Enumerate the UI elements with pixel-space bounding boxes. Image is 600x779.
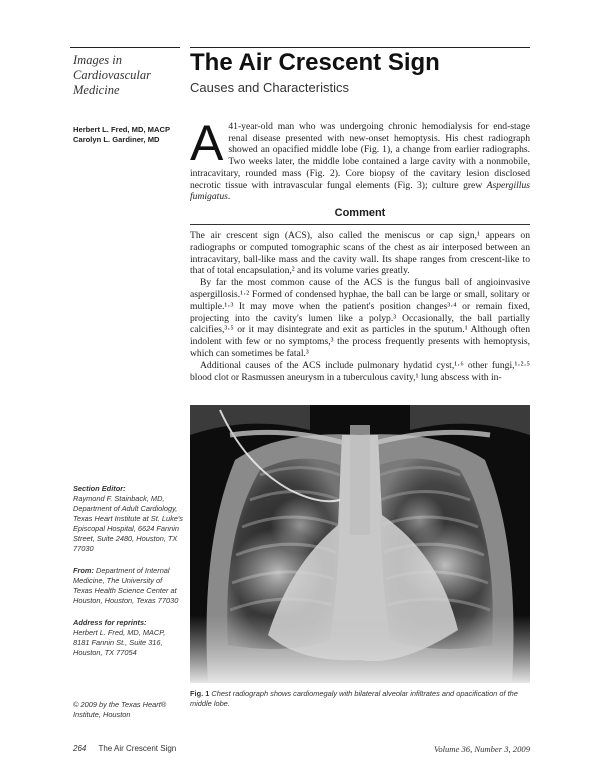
author-list: [73, 125, 183, 145]
copyright-notice: © 2009 by the Texas Heart® Institute, Houston: [73, 700, 167, 719]
figure-label: Fig. 1: [190, 689, 210, 698]
intro-text-end: .: [227, 191, 231, 203]
top-rule-left: [70, 47, 180, 48]
article-subtitle: Causes and Characteristics: [190, 80, 349, 95]
article-title: The Air Crescent Sign: [190, 49, 440, 76]
chest-radiograph-image: [190, 405, 530, 683]
section-editor-text: Raymond F. Stainback, MD, Department of Adult Cardiology, Texas Heart Institute at St. Luke's Episcopal Hospital, 6624 Fannin Street, Suite 2480, Houston, TX 77030: [73, 494, 183, 553]
section-label: Images in Cardiovascular Medicine: [73, 53, 152, 97]
comment-body: [190, 230, 530, 383]
page-number: 264: [73, 744, 87, 753]
body-paragraph: By far the most common cause of the ACS is the fungus ball of angioinvasive aspergillosis.¹·² Formed of condensed hyphae, the ball can be large or small, solitary or multiple.¹·³ It may move when the patient's position changes³·⁴ or remain fixed, projecting into the cavity's lumen like a polyp.³ Occasionally, the ball partially calcifies,³·⁵ or it may disintegrate and exit as particles in the sputum.¹ Although often indolent with few or no symptoms,³ the process frequently presents with hemoptysis, which can sometimes be fatal.³: [190, 277, 530, 359]
chest-radiograph-figure: [190, 405, 530, 683]
figure-caption-text: Chest radiograph shows cardiomegaly with bilateral alveolar infiltrates and opacification of the middle lobe.: [190, 689, 518, 708]
body-paragraph: Additional causes of the ACS include pulmonary hydatid cyst,¹·⁶ other fungi,¹·²·⁵ blood clot or Rasmussen aneurysm in a tuberculous cavity,¹ lung abscess with in-: [190, 359, 530, 383]
body-paragraph: The air crescent sign (ACS), also called the meniscus or cap sign,¹ appears on radiographs or computed tomographic scans of the chest as air interposed between an intracavitary, ball-like mass and the cavity wall. Its shape ranges from crescent-like to that of total encapsulation,² and its volume varies greatly.: [190, 230, 530, 277]
reprint-address-text: Herbert L. Fred, MD, MACP, 8181 Fannin St., Suite 316, Houston, TX 77054: [73, 628, 166, 657]
organism-name: Aspergillus fumigatus: [190, 179, 530, 203]
volume-info: Volume 36, Number 3, 2009: [434, 744, 530, 754]
affiliation-block: [73, 566, 183, 606]
top-rule-right: [190, 47, 530, 48]
affiliation-label: From:: [73, 566, 94, 575]
affiliation-text: Department of Internal Medicine, The University of Texas Health Science Center at Houston, Houston, Texas 77030: [73, 566, 179, 605]
figure-caption: [190, 689, 530, 709]
intro-paragraph: [190, 115, 530, 203]
sidebar-notes: [73, 484, 183, 670]
section-editor-label: Section Editor:: [73, 484, 126, 493]
author-name: Carolyn L. Gardiner, MD: [73, 135, 160, 144]
reprint-address-block: [73, 618, 183, 658]
drop-cap: A: [190, 115, 224, 171]
reprint-address-label: Address for reprints:: [73, 618, 147, 627]
intro-text: 41-year-old man who was undergoing chronic hemodialysis for end-stage renal disease presented with new-onset hemoptysis. His chest radiograph showed an opacified middle lobe (Fig. 1), a change from earlier radiographs. Two weeks later, the middle lobe contained a large cavity with a nonmobile, intracavitary, rounded mass (Fig. 2). Core biopsy of the cavitary lesion disclosed necrotic tissue with intravascular fungal elements (Fig. 3); culture grew: [190, 121, 530, 191]
running-title: The Air Crescent Sign: [98, 744, 177, 753]
comment-heading: Comment: [190, 207, 530, 225]
section-editor-block: [73, 484, 183, 554]
author-name: Herbert L. Fred, MD, MACP: [73, 125, 171, 134]
footer-left: [73, 744, 323, 753]
